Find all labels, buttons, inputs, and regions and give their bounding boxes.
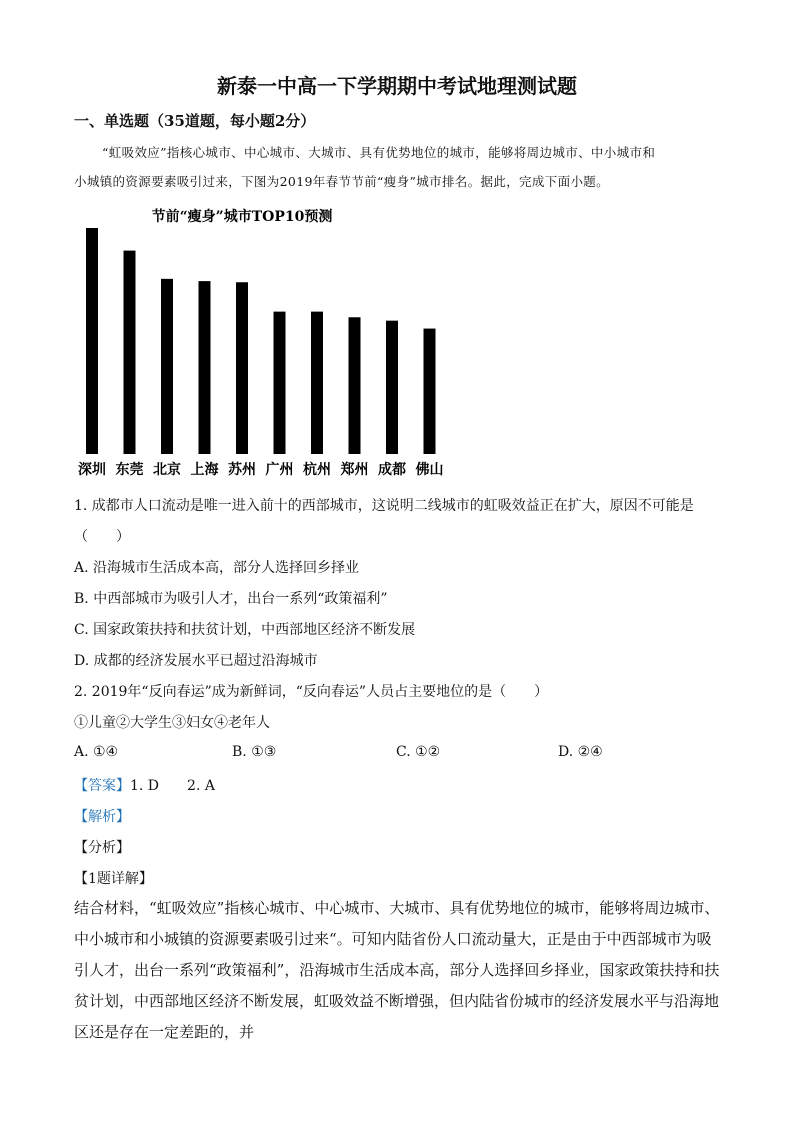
bar-8 [349, 317, 361, 454]
bar-1 [86, 228, 98, 454]
tick-label-4: 上海 [190, 462, 219, 478]
intro-line-2: 小城镇的资源要素吸引过来，下图为2019年春节节前“瘦身”城市排名。据此，完成下面小题。 [74, 174, 609, 189]
q2-items: ①儿童②大学生③妇女④老年人 [74, 715, 270, 731]
q2-stem: 2. 2019年“反向春运”成为新鲜词，“反向春运”人员占主要地位的是（ ） [74, 684, 549, 700]
answer-line [74, 775, 215, 795]
bar-9 [386, 321, 398, 454]
bar-10 [424, 329, 436, 454]
q2-option-a: A. ①④ [74, 744, 119, 760]
analysis-tag: 【解析】 [74, 809, 130, 825]
tick-label-1: 深圳 [78, 462, 106, 478]
bar-3 [161, 279, 173, 454]
fenxi-tag: 【分析】 [74, 840, 130, 856]
bar-chart [70, 200, 470, 485]
tick-label-2: 东莞 [115, 462, 144, 478]
q1-paren: （ ） [74, 529, 130, 545]
tick-label-7: 杭州 [303, 462, 331, 478]
bar-2 [124, 251, 136, 454]
q1-option-c: C. 国家政策扶持和扶贫计划，中西部地区经济不断发展 [74, 622, 416, 638]
answer-tag: 【答案】 [74, 778, 130, 794]
tick-label-6: 广州 [265, 462, 294, 478]
intro-line-1: “虹吸效应”指核心城市、中心城市、大城市、具有优势地位的城市，能够将周边城市、中小城市和 [102, 145, 656, 160]
q2-option-c: C. ①② [396, 744, 441, 760]
tick-label-3: 北京 [153, 462, 181, 478]
detail-tag: 【1题详解】 [74, 871, 153, 887]
bar-7 [311, 312, 323, 454]
tick-label-8: 郑州 [340, 462, 369, 478]
q1-option-b: B. 中西部城市为吸引人才，出台一系列“政策福利” [74, 591, 388, 607]
section-heading: 一、单选题（35道题，每小题2分） [74, 112, 316, 130]
tick-label-9: 成都 [378, 462, 406, 478]
q1-option-d: D. 成都的经济发展水平已超过沿海城市 [74, 653, 318, 669]
answer-text: 1. D 2. A [130, 778, 215, 794]
page-title: 新泰一中高一下学期期中考试地理测试题 [217, 74, 577, 98]
bar-5 [236, 282, 248, 454]
bar-4 [199, 281, 211, 454]
chart-title: 节前“瘦身”城市TOP10预测 [151, 209, 333, 225]
detail-paragraph: 结合材料，“虹吸效应”指核心城市、中心城市、大城市、具有优势地位的城市，能够将周边城市、中小城市和小城镇的资源要素吸引过来“。可知内陆省份人口流动量大，正是由于中西部城市为吸引人才，出台一系列“政策福利”，沿海城市生活成本高，部分人选择回乡择业，国家政策扶持和扶贫计划，中西部地区经济不断发展，虹吸效益不断增强，但内陆省份城市的经济发展水平与沿海地区还是存在一定差距的，并 [74, 899, 720, 1041]
q2-option-b: B. ①③ [232, 744, 277, 760]
q1-stem: 1. 成都市人口流动是唯一进入前十的西部城市，这说明二线城市的虹吸效益正在扩大，原因不可能是 [74, 498, 694, 514]
tick-label-10: 佛山 [415, 462, 444, 478]
tick-label-5: 苏州 [228, 462, 256, 478]
bar-6 [274, 312, 286, 454]
q1-option-a: A. 沿海城市生活成本高，部分人选择回乡择业 [74, 560, 360, 576]
q2-option-d: D. ②④ [558, 744, 603, 760]
